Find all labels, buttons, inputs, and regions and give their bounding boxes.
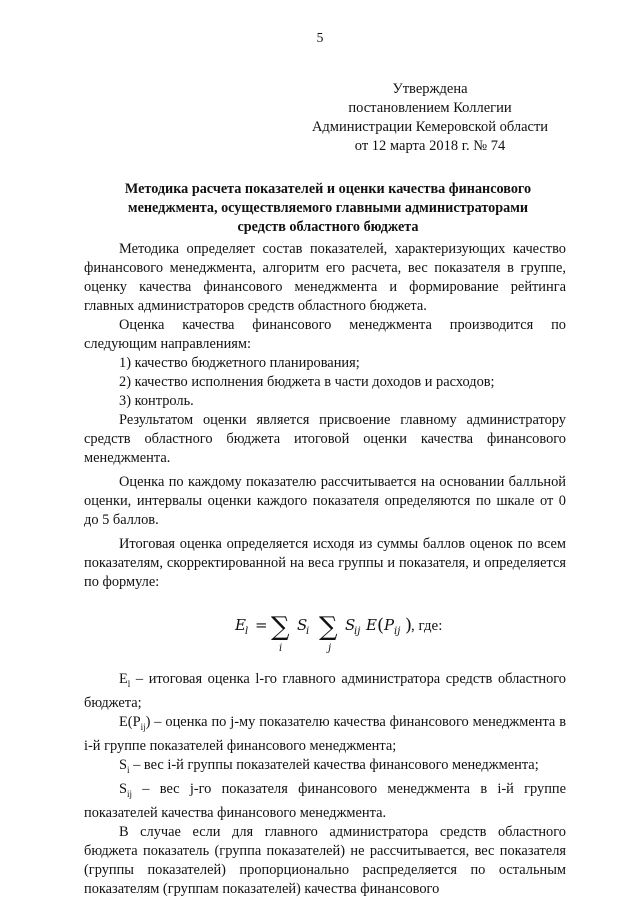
svg-text:=: =	[255, 616, 268, 634]
final-score-paragraph: Итоговая оценка определяется исходя из суммы баллов оценок по всем показателям, скорректированной на веса группы и показателя, и определяется по формуле:	[84, 536, 566, 590]
formula-svg	[235, 604, 475, 656]
formula-s-sub-ij: ij	[354, 626, 361, 637]
direction-item: 3) контроль.	[119, 393, 194, 409]
formula-lhs: E	[235, 616, 246, 634]
formula	[84, 604, 566, 656]
svg-text:(: (	[377, 615, 385, 636]
document-body	[84, 240, 566, 899]
definition-epij: $E(P_{ij})$ – оценка по j-му показателю качества финансового менеджмента в i-й группе показателей финансового менеджмента;	[84, 713, 566, 754]
approval-line: от 12 марта 2018 г. № 74	[354, 138, 506, 154]
formula-tail: , где:	[411, 618, 443, 634]
svg-text:∑: ∑	[271, 612, 290, 642]
formula-sum-index-i: i	[279, 643, 283, 654]
formula-p: P	[384, 616, 395, 634]
definition-si: $S_i$ – вес i-й группы показателей качества финансового менеджмента;	[119, 756, 539, 775]
formula-sum-index-j: j	[328, 643, 332, 654]
title-line: Методика расчета показателей и оценки качества финансового	[124, 181, 532, 197]
direction-item: 2) качество исполнения бюджета в части доходов и расходов;	[119, 374, 495, 390]
formula-s-sub-i: i	[306, 626, 310, 637]
direction-item: 1) качество бюджетного планирования;	[119, 355, 360, 371]
approval-stamp-block	[300, 80, 560, 156]
formula-p-sub: ij	[394, 626, 401, 637]
directions-paragraph: Оценка качества финансового менеджмента производится по следующим направлениям:	[84, 317, 566, 352]
title-line: менеджмента, осуществляемого главными администраторами	[127, 200, 529, 216]
page-number: 5	[316, 30, 324, 45]
formula-s2: S	[345, 616, 356, 634]
title-line: средств областного бюджета	[237, 219, 419, 235]
document-title	[88, 180, 568, 237]
formula-s: S	[297, 616, 308, 634]
approval-line: постановлением Коллегии	[348, 100, 512, 116]
formula-lhs-sub: l	[245, 626, 249, 637]
result-paragraph: Результатом оценки является присвоение главному администратору средств областного бюджета итоговой оценки качества финансового менеджмента.	[84, 412, 566, 466]
approval-line: Администрации Кемеровской области	[311, 119, 549, 135]
intro-paragraph: Методика определяет состав показателей, характеризующих качество финансового менеджмента, алгоритм его расчета, вес показателя в группе, оценку качества финансового менеджмента и формирование рейтинга главных администраторов средств областного бюджета.	[84, 241, 566, 314]
svg-text:∑: ∑	[319, 612, 338, 642]
formula-e: E	[366, 616, 377, 634]
scoring-paragraph: Оценка по каждому показателю рассчитывается на основании балльной оценки, интервалы оценки каждого показателя определяются по шкале от 0 до 5 баллов.	[84, 474, 566, 528]
approval-line: Утверждена	[392, 81, 468, 97]
definition-sij: $S_{ij}$ – вес j-го показателя финансового менеджмента в i-й группе показателей качества финансового менеджмента.	[84, 780, 566, 821]
definition-el: $E_l$ – итоговая оценка l-го главного администратора средств областного бюджета;	[84, 671, 566, 711]
svg-text:): )	[405, 615, 413, 636]
redistribution-paragraph: В случае если для главного администратора средств областного бюджета показатель (группа показателей) не рассчитывается, вес показателя (группы показателей) пропорционально распределяется по остальным показателям (группам показателей) качества финансового	[84, 823, 566, 897]
